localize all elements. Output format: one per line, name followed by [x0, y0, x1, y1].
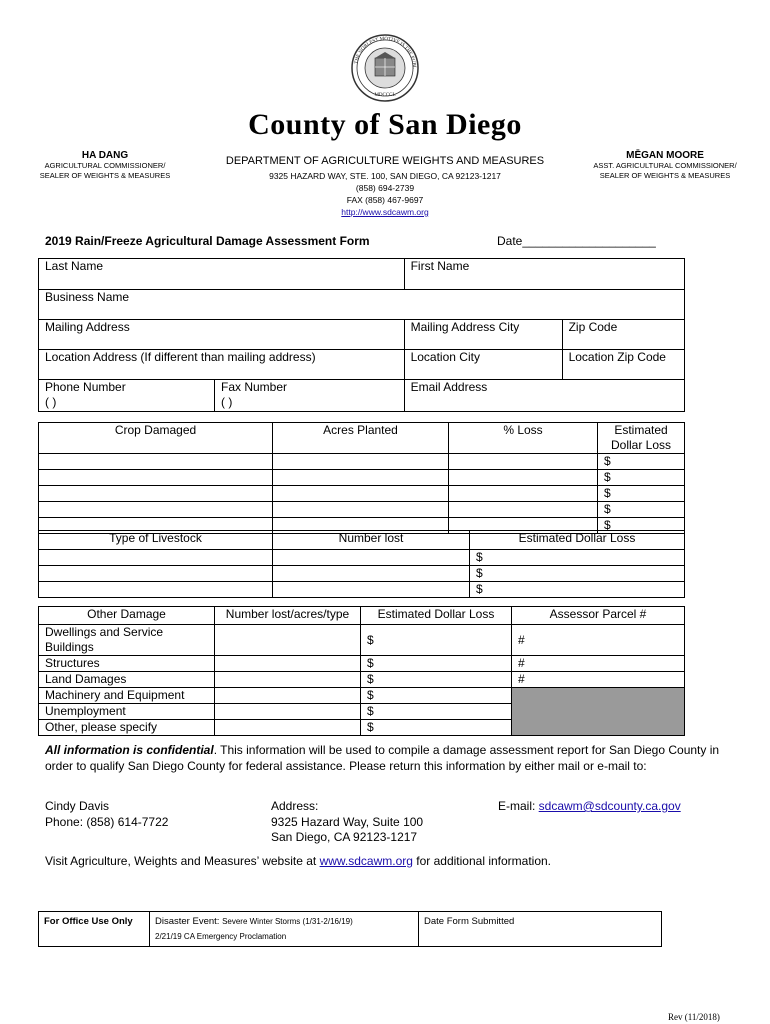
row-label: Land Damages [39, 672, 215, 688]
table-row [39, 486, 685, 502]
contact-person [45, 799, 168, 830]
date-submitted-field[interactable]: Date Form Submitted [419, 912, 662, 947]
table-row [39, 625, 685, 656]
visit-post: for additional information. [412, 854, 552, 868]
location-city-field[interactable]: Location City [404, 350, 562, 380]
asst-commissioner-title-1: ASST. AGRICULTURAL COMMISSIONER/ [593, 161, 737, 170]
dollar-cell[interactable]: $ [361, 656, 512, 672]
department-address: 9325 HAZARD WAY, STE. 100, SAN DIEGO, CA 92123-1217 [269, 171, 501, 181]
table-row [39, 656, 685, 672]
table-row [39, 502, 685, 518]
dollar-cell[interactable]: $ [361, 672, 512, 688]
parcel-cell[interactable]: # [512, 672, 685, 688]
notice-text: . This information will be used to compile a damage assessment report for San Diego County in order to qualify San Diego County for federal assistance. Please return this information by either mail or e-mail to: [45, 743, 720, 773]
row-label: Machinery and Equipment [39, 688, 215, 704]
department-block [200, 155, 570, 218]
parcel-cell[interactable]: # [512, 656, 685, 672]
dollar-cell[interactable]: $ [361, 704, 512, 720]
phone-field[interactable] [39, 380, 215, 412]
form-title: 2019 Rain/Freeze Agricultural Damage Assessment Form [45, 234, 370, 248]
disaster-event-line2: 2/21/19 CA Emergency Proclamation [155, 932, 287, 941]
livestock-table [38, 530, 685, 598]
revision-label: Rev (11/2018) [668, 1012, 720, 1022]
row-label: Unemployment [39, 704, 215, 720]
department-fax: FAX (858) 467-9697 [346, 195, 424, 205]
disaster-event-label: Disaster Event: [155, 916, 223, 927]
department-url-link[interactable]: http://www.sdcawm.org [341, 207, 429, 217]
visit-pre: Visit Agriculture, Weights and Measures’ website at [45, 854, 320, 868]
table-row [39, 688, 685, 704]
commissioner-title-1: AGRICULTURAL COMMISSIONER/ [44, 161, 166, 170]
department-phone: (858) 694-2739 [355, 183, 415, 193]
fax-label: Fax Number [221, 380, 288, 394]
fax-field[interactable] [215, 380, 405, 412]
shaded-cell [512, 688, 685, 736]
asst-commissioner-block [585, 150, 745, 181]
address-line-2: San Diego, CA 92123-1217 [271, 830, 418, 844]
applicant-info-table [38, 258, 685, 412]
county-seal [345, 33, 425, 103]
dollar-cell[interactable]: $ [598, 470, 685, 486]
contact-email [498, 799, 681, 815]
office-use-label: For Office Use Only [39, 912, 150, 947]
crop-damage-table [38, 422, 685, 534]
crop-header: Crop Damaged [39, 423, 273, 454]
confidential-notice [45, 743, 725, 774]
seal-year: MDCCCL [374, 93, 396, 98]
number-acres-type-header: Number lost/acres/type [215, 607, 361, 625]
confidential-bold: All information is confidential [45, 743, 214, 757]
disaster-event-cell [150, 912, 419, 947]
fax-area-code: ( ) [221, 395, 233, 409]
acres-header: Acres Planted [273, 423, 449, 454]
phone-label: Phone Number [45, 380, 126, 394]
table-row [39, 672, 685, 688]
last-name-field[interactable]: Last Name [39, 259, 405, 290]
dollar-cell[interactable]: $ [361, 688, 512, 704]
phone-area-code: ( ) [45, 395, 57, 409]
number-lost-header: Number lost [273, 531, 470, 550]
date-field[interactable]: Date____________________ [497, 234, 656, 248]
zip-code-field[interactable]: Zip Code [562, 320, 684, 350]
dollar-cell[interactable]: $ [470, 566, 685, 582]
mailing-city-field[interactable]: Mailing Address City [404, 320, 562, 350]
loss-pct-header: % Loss [449, 423, 598, 454]
dollar-cell[interactable]: $ [598, 502, 685, 518]
other-dollar-header: Estimated Dollar Loss [361, 607, 512, 625]
address-line-1: 9325 Hazard Way, Suite 100 [271, 814, 424, 829]
email-label: E-mail: [498, 799, 539, 813]
website-link[interactable]: www.sdcawm.org [319, 854, 413, 868]
location-address-field[interactable]: Location Address (If different than mailing address) [39, 350, 405, 380]
asst-commissioner-title-2: SEALER OF WEIGHTS & MEASURES [599, 171, 731, 180]
row-label: Other, please specify [39, 720, 215, 736]
dollar-cell[interactable]: $ [470, 582, 685, 598]
email-link[interactable]: sdcawm@sdcounty.ca.gov [538, 799, 681, 813]
seal-motto: THE NOBLEST MOTIVE IS THE PUBL [354, 36, 417, 70]
livestock-header: Type of Livestock [39, 531, 273, 550]
parcel-cell[interactable]: # [512, 625, 685, 656]
other-damage-header: Other Damage [39, 607, 215, 625]
dollar-cell[interactable]: $ [598, 518, 685, 534]
contact-phone: Phone: (858) 614-7722 [45, 814, 169, 829]
county-title: County of San Diego [248, 108, 522, 141]
email-field[interactable]: Email Address [404, 380, 684, 412]
table-row [39, 454, 685, 470]
dollar-cell[interactable]: $ [598, 486, 685, 502]
commissioner-name: HA DANG [81, 150, 129, 161]
asst-commissioner-name: MĒGAN MOORE [626, 150, 704, 161]
location-zip-field[interactable]: Location Zip Code [562, 350, 684, 380]
dollar-cell[interactable]: $ [470, 550, 685, 566]
dollar-cell[interactable]: $ [598, 454, 685, 470]
commissioner-title-2: SEALER OF WEIGHTS & MEASURES [39, 171, 171, 180]
assessor-parcel-header: Assessor Parcel # [512, 607, 685, 625]
department-name: DEPARTMENT OF AGRICULTURE WEIGHTS AND MEASURES [225, 155, 545, 167]
contact-name: Cindy Davis [45, 799, 110, 813]
row-label: Dwellings and Service Buildings [39, 625, 215, 656]
other-damage-table [38, 606, 685, 736]
crop-dollar-header: Estimated Dollar Loss [598, 423, 685, 454]
contact-address [271, 799, 423, 846]
livestock-dollar-header: Estimated Dollar Loss [470, 531, 685, 550]
table-row [39, 566, 685, 582]
disaster-event-text: Severe Winter Storms (1/31-2/16/19) [222, 917, 353, 926]
row-label: Structures [39, 656, 215, 672]
table-row [39, 470, 685, 486]
table-row [39, 582, 685, 598]
dollar-cell[interactable]: $ [361, 720, 512, 736]
office-use-table [38, 911, 662, 947]
mailing-address-field[interactable]: Mailing Address [39, 320, 405, 350]
commissioner-block [30, 150, 180, 181]
business-name-field[interactable]: Business Name [39, 290, 685, 320]
table-row [39, 550, 685, 566]
address-label: Address: [271, 799, 319, 813]
dollar-cell[interactable]: $ [361, 625, 512, 656]
visit-website [45, 854, 551, 870]
first-name-field[interactable]: First Name [404, 259, 684, 290]
